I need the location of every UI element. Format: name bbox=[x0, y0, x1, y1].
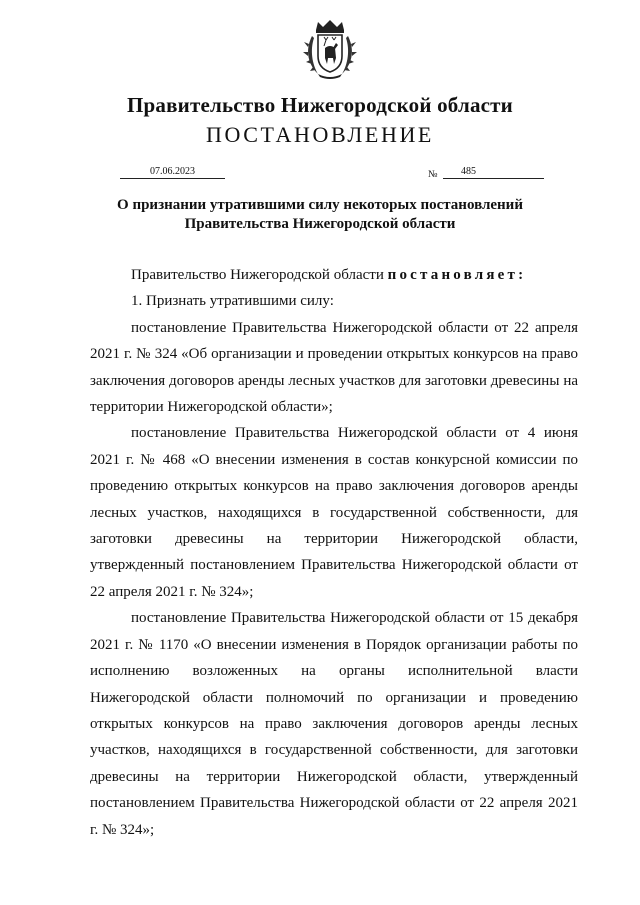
document-number: 485 bbox=[443, 166, 544, 179]
preamble bbox=[90, 262, 578, 288]
document-subject bbox=[60, 196, 580, 234]
subject-line: Правительства Нижегородской области bbox=[184, 216, 456, 232]
document-body bbox=[90, 262, 578, 843]
subject-line: О признании утратившими силу некоторых постановлений bbox=[117, 197, 523, 213]
preamble-text: Правительство Нижегородской области bbox=[131, 267, 388, 283]
body-paragraph: постановление Правительства Нижегородской области от 22 апреля 2021 г. № 324 «Об организации и проведении открытых конкурсов на право заключения договоров аренды лесных участков для заготовки древесины на территории Нижегородской области»; bbox=[90, 319, 578, 416]
preamble-decree-word: постановляет: bbox=[387, 267, 527, 283]
government-title: Правительство Нижегородской области bbox=[127, 93, 513, 117]
number-label: № bbox=[428, 169, 438, 180]
coat-of-arms-icon bbox=[300, 18, 360, 80]
document-date: 07.06.2023 bbox=[120, 166, 225, 179]
item-1: 1. Признать утратившими силу: bbox=[131, 293, 334, 310]
body-paragraph: постановление Правительства Нижегородской области от 15 декабря 2021 г. № 1170 «О внесении изменения в Порядок организации работы по исполнению возложенных на органы исполнительной власти Нижегородской области полномочий по организации и проведению открытых конкурсов на право заключения договоров аренды лесных участков, находящихся в государственной собственности, для заготовки древесины на территории Нижегородской области, утвержденный постановлением Правительства Нижегородской области от 22 апреля 2021 г. № 324»; bbox=[90, 610, 578, 838]
body-paragraph: постановление Правительства Нижегородской области от 4 июня 2021 г. № 468 «О внесении изменения в состав конкурсной комиссии по проведению открытых конкурсов на право заключения договоров аренды лесных участков, находящихся в государственной собственности, для заготовки древесины на территории Нижегородской области, утвержденный постановлением Правительства Нижегородской области от 22 апреля 2021 г. № 324»; bbox=[90, 425, 578, 600]
document-type-title: ПОСТАНОВЛЕНИЕ bbox=[206, 122, 434, 147]
